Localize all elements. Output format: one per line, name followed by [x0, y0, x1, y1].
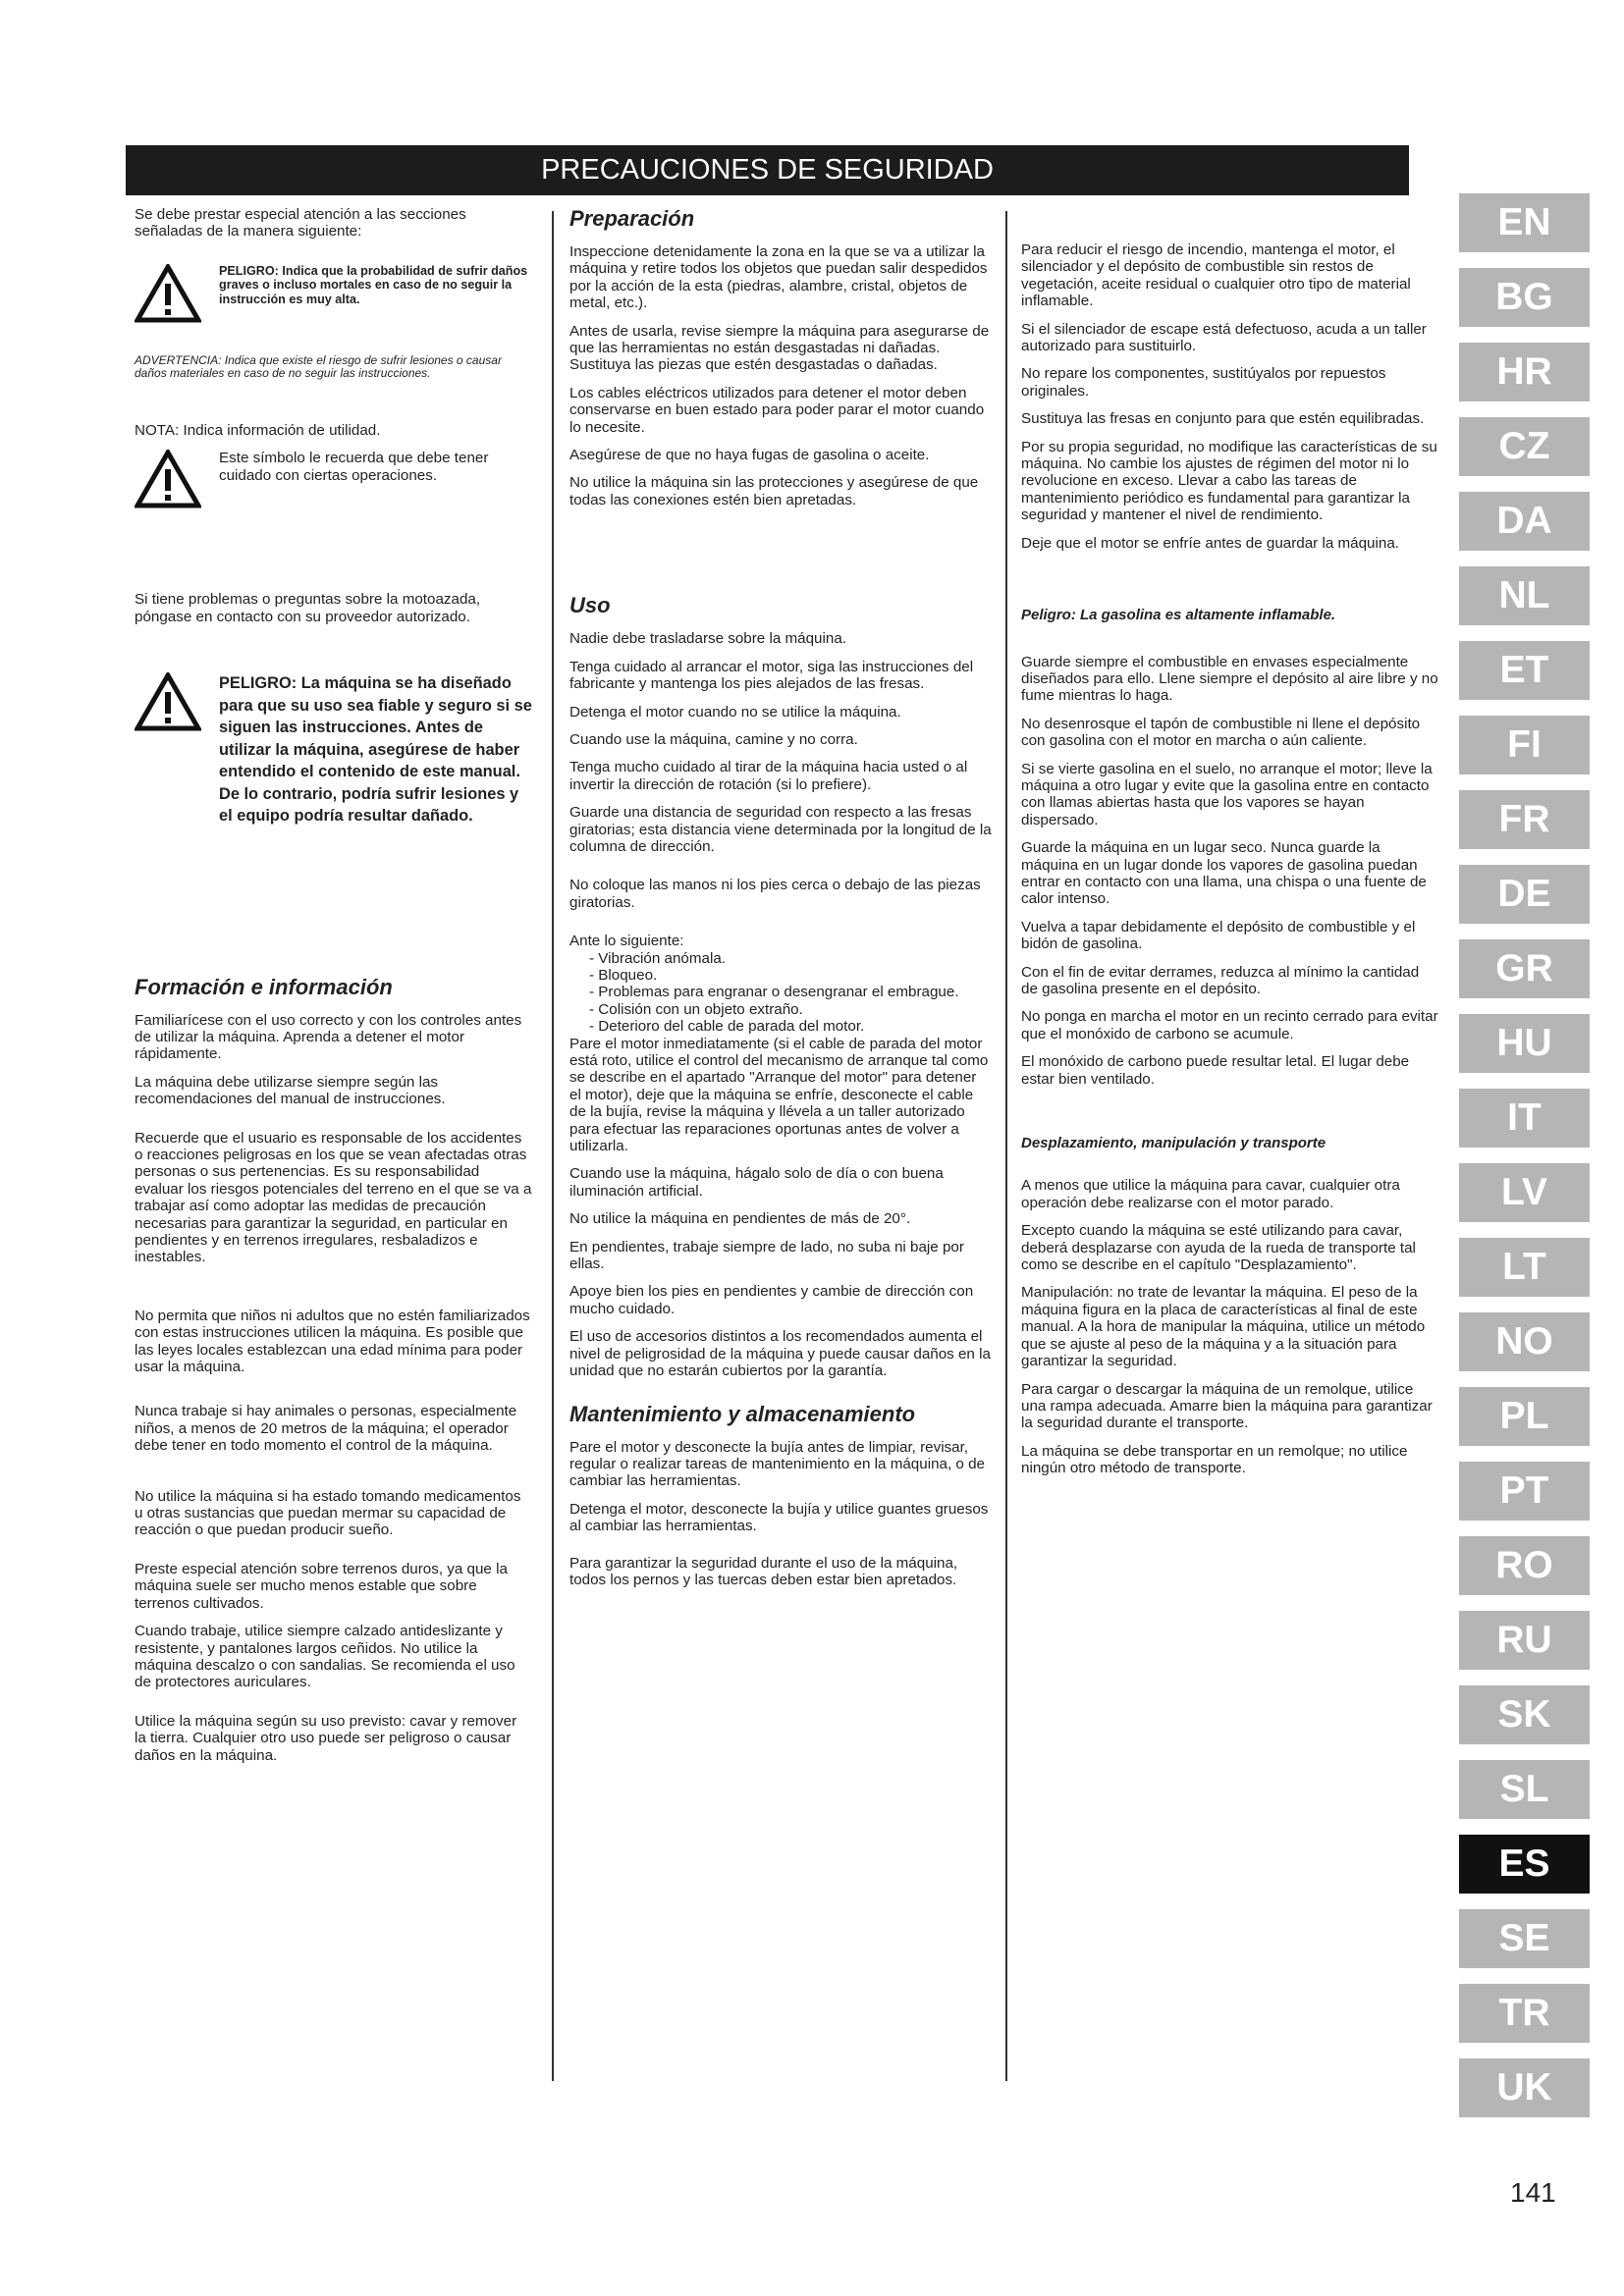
paragraph: Para reducir el riesgo de incendio, mantenga el motor, el silenciador y el depósito de combustible sin restos de vegetación, aceite residual o cualquier otro tipo de material inflamable. — [1021, 241, 1411, 310]
paragraph: En pendientes, trabaje siempre de lado, no suba ni baje por ellas. — [569, 1238, 964, 1273]
paragraph: Manipulación: no trate de levantar la máquina. El peso de la máquina figura en la placa de características al final de este manual. A la hora de manipular la máquina, utilice un método que se ajuste al peso de la máquina y a la situación para garantizar la seguridad. — [1021, 1284, 1426, 1370]
paragraph: Si se vierte gasolina en el suelo, no arranque el motor; lleve la máquina a otro lugar y evite que la gasolina entre en contacto con llamas abiertas hasta que los vapores se hayan dispersado. — [1021, 760, 1433, 828]
language-tab-fi[interactable]: FI — [1459, 716, 1590, 774]
language-tab-sk[interactable]: SK — [1459, 1685, 1590, 1744]
paragraph: El monóxido de carbono puede resultar letal. El lugar debe estar bien ventilado. — [1021, 1053, 1410, 1088]
paragraph: Preste especial atención sobre terrenos duros, ya que la máquina suele ser mucho menos estable que sobre terrenos cultivados. — [135, 1560, 508, 1612]
paragraph: Nadie debe trasladarse sobre la máquina. — [569, 630, 846, 648]
paragraph: Detenga el motor cuando no se utilice la máquina. — [569, 703, 901, 721]
language-tab-hu[interactable]: HU — [1459, 1014, 1590, 1073]
symbol-notice — [135, 450, 532, 508]
danger-text-2: PELIGRO: La máquina se ha diseñado para que su uso sea fiable y seguro si se siguen las instrucciones. Antes de utilizar la máquina, asegúrese de haber entendido el contenido de este manual. De lo contrario, podría sufrir lesiones y el equipo podría resultar dañado. — [219, 674, 532, 826]
paragraph: No utilice la máquina si ha estado tomando medicamentos u otras sustancias que puedan mermar su capacidad de reacción o que puedan producir sueño. — [135, 1487, 521, 1539]
language-tab-fr[interactable]: FR — [1459, 790, 1590, 849]
language-tab-sl[interactable]: SL — [1459, 1760, 1590, 1819]
section-title-peligro-gasolina: Peligro: La gasolina es altamente inflamable. — [1021, 607, 1336, 624]
list-item: - Colisión con un objeto extraño. — [589, 1000, 803, 1018]
paragraph: No permita que niños ni adultos que no estén familiarizados con estas instrucciones utilicen la máquina. Es posible que las leyes locales establezcan una edad mínima para poder usar la máquina. — [135, 1307, 530, 1376]
paragraph: A menos que utilice la máquina para cavar, cualquier otra operación debe realizarse con el motor parado. — [1021, 1177, 1400, 1211]
list-item: - Bloqueo. — [589, 966, 658, 984]
paragraph: Familiarícese con el uso correcto y con los controles antes de utilizar la máquina. Aprenda a detener el motor rápidamente. — [135, 1011, 522, 1063]
language-tab-es[interactable]: ES — [1459, 1835, 1590, 1894]
paragraph: Pare el motor inmediatamente (si el cable de parada del motor está roto, utilice el control del mecanismo de arranque tal como se describe en el apartado "Arranque del motor" para detener el motor), deje que la máquina se enfríe, desconecte el cable de la bujía, revise la máquina y llévela a un taller autorizado para efectuar las reparaciones oportunas antes de volver a utilizarla. — [569, 1035, 989, 1155]
language-tab-no[interactable]: NO — [1459, 1312, 1590, 1371]
paragraph: No ponga en marcha el motor en un recinto cerrado para evitar que el monóxido de carbono se acumule. — [1021, 1008, 1438, 1042]
paragraph: Cuando trabaje, utilice siempre calzado antideslizante y resistente, y pantalones largos ceñidos. No utilice la máquina descalzo o con sandalias. Se recomienda el uso de protectores auriculares. — [135, 1623, 515, 1691]
language-tab-lv[interactable]: LV — [1459, 1163, 1590, 1222]
language-tab-lt[interactable]: LT — [1459, 1238, 1590, 1297]
danger-notice-2 — [135, 672, 532, 828]
list-item: - Deterioro del cable de parada del motor. — [589, 1018, 865, 1036]
warning-text: ADVERTENCIA: Indica que existe el riesgo de sufrir lesiones o causar daños materiales en caso de no seguir las instrucciones. — [135, 352, 502, 381]
column-3 — [1021, 206, 1438, 1488]
warning-triangle-icon — [135, 672, 201, 731]
warning-triangle-icon — [135, 264, 201, 323]
language-tab-bg[interactable]: BG — [1459, 268, 1590, 327]
paragraph: No coloque las manos ni los pies cerca o debajo de las piezas giratorias. — [569, 877, 981, 911]
column-2 — [569, 206, 992, 1599]
paragraph: No utilice la máquina en pendientes de más de 20°. — [569, 1210, 911, 1228]
paragraph: No utilice la máquina sin las protecciones y asegúrese de que todas las conexiones estén bien apretadas. — [569, 474, 979, 508]
language-tab-hr[interactable]: HR — [1459, 343, 1590, 401]
page-number: 141 — [1510, 2177, 1556, 2208]
paragraph: Para garantizar la seguridad durante el uso de la máquina, todos los pernos y las tuercas deben estar bien apretados. — [569, 1554, 958, 1588]
language-tab-ro[interactable]: RO — [1459, 1536, 1590, 1595]
paragraph: Ante lo siguiente: — [569, 933, 684, 950]
paragraph: No desenrosque el tapón de combustible ni llene el depósito con gasolina con el motor en marcha o aún caliente. — [1021, 715, 1421, 750]
language-tab-de[interactable]: DE — [1459, 865, 1590, 924]
note-text: NOTA: Indica información de utilidad. — [135, 421, 381, 439]
paragraph: Para cargar o descargar la máquina de un remolque, utilice una rampa adecuada. Amarre bien la máquina para garantizar la seguridad durante el transporte. — [1021, 1380, 1433, 1432]
language-tab-tr[interactable]: TR — [1459, 1984, 1590, 2043]
symbol-text: Este símbolo le recuerda que debe tener cuidado con ciertas operaciones. — [219, 450, 489, 484]
paragraph: Nunca trabaje si hay animales o personas, especialmente niños, a menos de 20 metros de la máquina; el operador debe tener en todo momento el control de la máquina. — [135, 1403, 517, 1455]
language-tab-cz[interactable]: CZ — [1459, 417, 1590, 476]
paragraph: Si el silenciador de escape está defectuoso, acuda a un taller autorizado para sustituirlo. — [1021, 320, 1427, 355]
column-divider — [1005, 211, 1007, 2081]
paragraph: No repare los componentes, sustitúyalos por repuestos originales. — [1021, 365, 1386, 400]
paragraph: Inspeccione detenidamente la zona en la que se va a utilizar la máquina y retire todos los objetos que puedan salir despedidos por la acción de la esta (piedras, alambre, cristal, objetos de metal, etc.). — [569, 243, 988, 312]
language-tab-uk[interactable]: UK — [1459, 2058, 1590, 2117]
paragraph: Deje que el motor se enfríe antes de guardar la máquina. — [1021, 534, 1399, 552]
paragraph: Cuando use la máquina, camine y no corra. — [569, 730, 858, 748]
language-tabs — [1459, 193, 1590, 2133]
column-divider — [552, 211, 554, 2081]
paragraph: Excepto cuando la máquina se esté utilizando para cavar, deberá desplazarse con ayuda de la rueda de transporte tal como se describe en el capítulo "Desplazamiento". — [1021, 1222, 1416, 1274]
paragraph: Detenga el motor, desconecte la bujía y utilice guantes gruesos al cambiar las herramientas. — [569, 1500, 989, 1535]
paragraph: Cuando use la máquina, hágalo solo de día o con buena iluminación artificial. — [569, 1165, 944, 1200]
contact-text: Si tiene problemas o preguntas sobre la motoazada, póngase en contacto con su proveedor autorizado. — [135, 591, 481, 625]
page-title: PRECAUCIONES DE SEGURIDAD — [126, 145, 1409, 195]
language-tab-nl[interactable]: NL — [1459, 566, 1590, 625]
danger-notice — [135, 264, 532, 323]
paragraph: Asegúrese de que no haya fugas de gasolina o aceite. — [569, 447, 930, 464]
language-tab-pt[interactable]: PT — [1459, 1462, 1590, 1521]
paragraph: Apoye bien los pies en pendientes y cambie de dirección con mucho cuidado. — [569, 1283, 974, 1317]
paragraph: Tenga mucho cuidado al tirar de la máquina hacia usted o al invertir la dirección de rotación (si lo prefiere). — [569, 759, 968, 793]
paragraph: Tenga cuidado al arrancar el motor, siga las instrucciones del fabricante y mantenga los pies alejados de las fresas. — [569, 658, 974, 693]
language-tab-gr[interactable]: GR — [1459, 939, 1590, 998]
paragraph: Sustituya las fresas en conjunto para que estén equilibradas. — [1021, 410, 1425, 428]
paragraph: Guarde la máquina en un lugar seco. Nunca guarde la máquina en un lugar donde los vapores de gasolina puedan entrar en contacto con una llama, una chispa o una fuente de calor intenso. — [1021, 839, 1427, 908]
list-item: - Vibración anómala. — [589, 949, 727, 967]
language-tab-et[interactable]: ET — [1459, 641, 1590, 700]
column-1 — [135, 206, 532, 1775]
language-tab-it[interactable]: IT — [1459, 1089, 1590, 1148]
section-title-mantenimiento: Mantenimiento y almacenamiento — [569, 1401, 916, 1426]
paragraph: Guarde siempre el combustible en envases especialmente diseñados para ello. Llene siempre el depósito al aire libre y no fume mientras lo haga. — [1021, 653, 1438, 705]
paragraph: El uso de accesorios distintos a los recomendados aumenta el nivel de peligrosidad de la máquina y puede causar daños en la unidad que no estarán cubiertos por la garantía. — [569, 1328, 991, 1380]
section-title-preparacion: Preparación — [569, 206, 695, 231]
list-item: - Problemas para engranar o desengranar el embrague. — [589, 984, 959, 1001]
intro-text: Se debe prestar especial atención a las secciones señaladas de la manera siguiente: — [135, 206, 466, 240]
paragraph: Guarde una distancia de seguridad con respecto a las fresas giratorias; esta distancia viene determinada por la longitud de la columna de dirección. — [569, 804, 992, 855]
language-tab-da[interactable]: DA — [1459, 492, 1590, 551]
paragraph: Utilice la máquina según su uso previsto: cavar y remover la tierra. Cualquier otro uso puede ser peligroso o causar daños en la máquina. — [135, 1712, 517, 1764]
warning-triangle-icon — [135, 450, 201, 508]
language-tab-en[interactable]: EN — [1459, 193, 1590, 252]
paragraph: Vuelva a tapar debidamente el depósito de combustible y el bidón de gasolina. — [1021, 918, 1416, 953]
paragraph: Por su propia seguridad, no modifique las características de su máquina. No cambie los ajustes de régimen del motor ni lo revolucione en exceso. Llevar a cabo las tareas de mantenimiento periódico es fundamental para garantizar la seguridad y mantener el nivel de rendimiento. — [1021, 438, 1437, 524]
section-title-uso: Uso — [569, 593, 611, 618]
dash-list — [569, 950, 992, 1036]
language-tab-ru[interactable]: RU — [1459, 1611, 1590, 1670]
paragraph: Antes de usarla, revise siempre la máquina para asegurarse de que las herramientas no están desgastadas ni dañadas. Sustituya las piezas que estén desgastadas o dañadas. — [569, 322, 990, 374]
danger-text: PELIGRO: Indica que la probabilidad de sufrir daños graves o incluso mortales en caso de no seguir la instrucción es muy alta. — [219, 263, 528, 306]
section-title-formacion: Formación e información — [135, 974, 393, 999]
paragraph: Con el fin de evitar derrames, reduzca al mínimo la cantidad de gasolina presente en el depósito. — [1021, 963, 1420, 997]
paragraph: La máquina se debe transportar en un remolque; no utilice ningún otro método de transporte. — [1021, 1442, 1408, 1477]
paragraph: Recuerde que el usuario es responsable de los accidentes o reacciones peligrosas en los que se vean afectadas otras personas o sus pertenencias. Es su responsabilidad evaluar los riesgos potenciales del terreno en el que se va a trabajar así como adoptar las medidas de precaución necesarias para garantizar la seguridad, en particular en pendientes y en terrenos irregulares, resbaladizos e inestables. — [135, 1129, 532, 1266]
section-title-desplazamiento: Desplazamiento, manipulación y transporte — [1021, 1135, 1326, 1152]
paragraph: La máquina debe utilizarse siempre según las recomendaciones del manual de instrucciones. — [135, 1073, 446, 1108]
language-tab-pl[interactable]: PL — [1459, 1387, 1590, 1446]
paragraph: Pare el motor y desconecte la bujía antes de limpiar, revisar, regular o realizar tareas de mantenimiento en la máquina, o de cambiar las herramientas. — [569, 1438, 985, 1490]
paragraph: Los cables eléctricos utilizados para detener el motor deben conservarse en buen estado para poder parar el motor cuando lo necesite. — [569, 384, 985, 436]
language-tab-se[interactable]: SE — [1459, 1909, 1590, 1968]
